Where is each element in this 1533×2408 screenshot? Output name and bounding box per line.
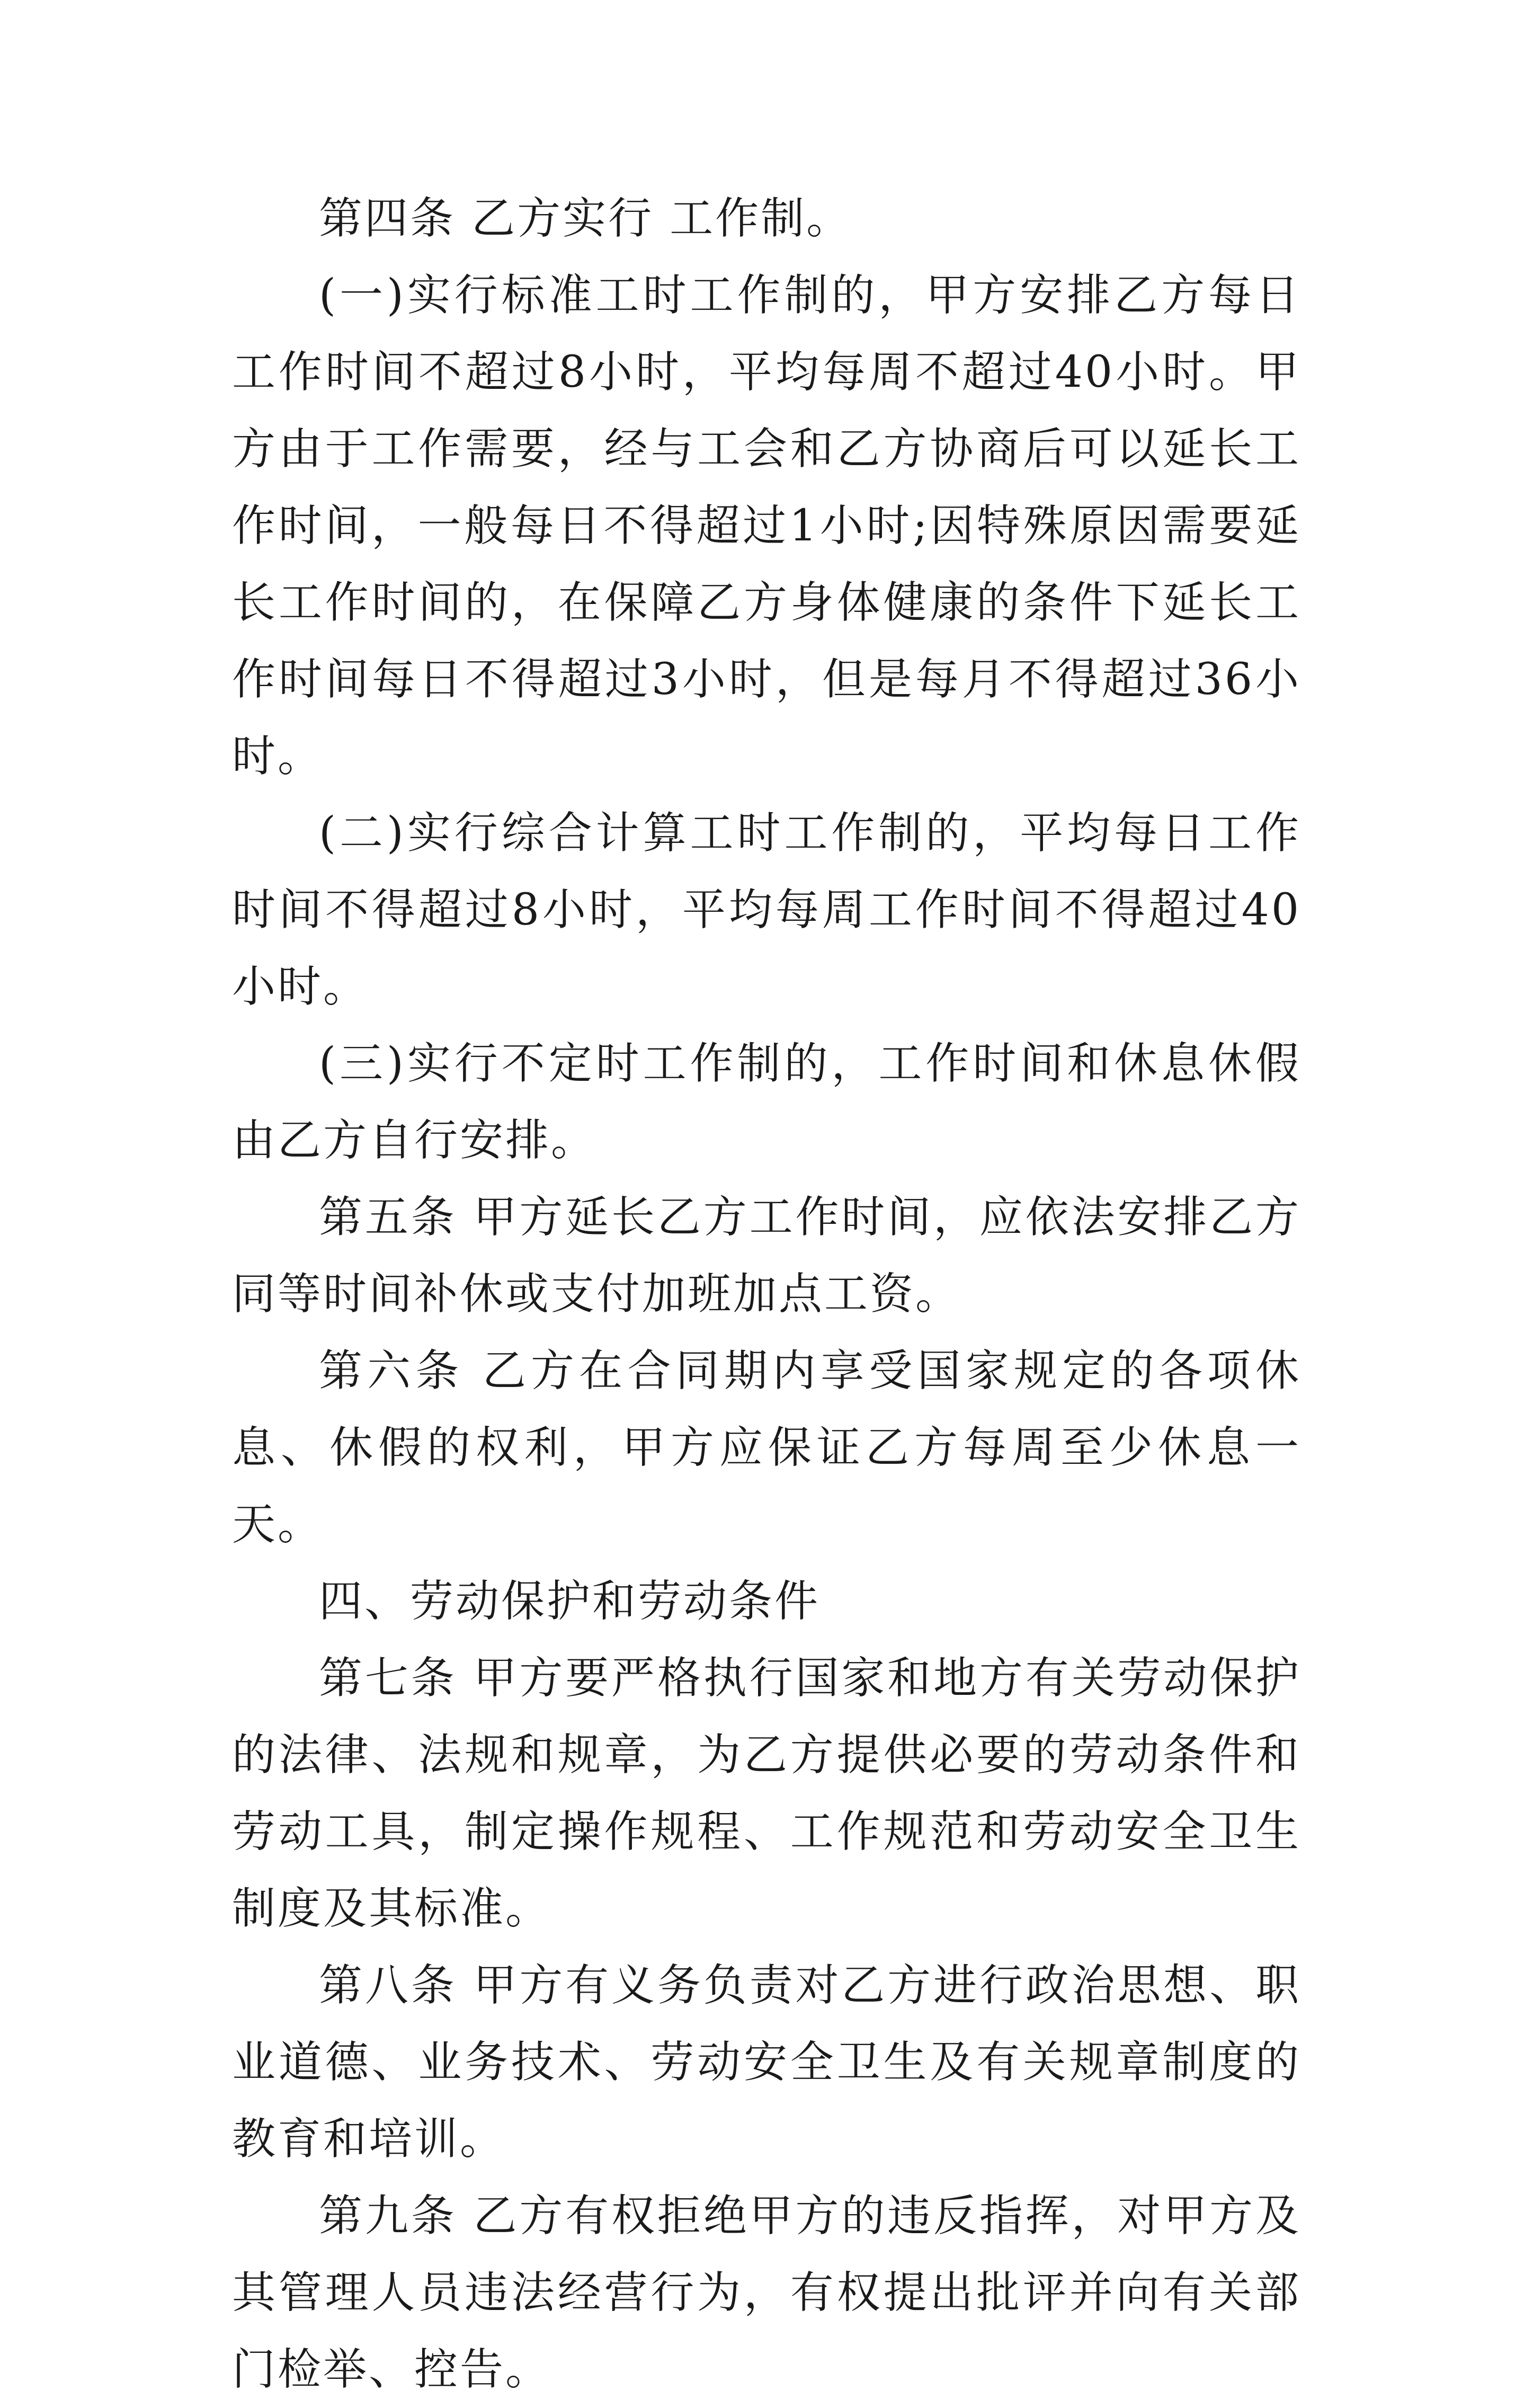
article-8: 第八条 甲方有义务负责对乙方进行政治思想、职业道德、业务技术、劳动安全卫生及有关规章制度的教育和培训。 xyxy=(232,1960,1301,2164)
article-9: 第九条 乙方有权拒绝甲方的违反指挥，对甲方及其管理人员违法经营行为，有权提出批评并向有关部门检举、控告。 xyxy=(232,2191,1301,2395)
article-4-clause-3: (三)实行不定时工作制的，工作时间和休息休假由乙方自行安排。 xyxy=(232,1038,1301,1166)
article-7: 第七条 甲方要严格执行国家和地方有关劳动保护的法律、法规和规章，为乙方提供必要的劳动条件和劳动工具，制定操作规程、工作规范和劳动安全卫生制度及其标准。 xyxy=(232,1653,1301,1934)
article-4-heading: 第四条 乙方实行 工作制。 xyxy=(319,193,852,244)
section-heading-labor-protection: 四、劳动保护和劳动条件 xyxy=(319,1576,821,1627)
article-5: 第五条 甲方延长乙方工作时间，应依法安排乙方同等时间补休或支付加班加点工资。 xyxy=(232,1192,1301,1319)
document-body xyxy=(232,180,1301,2408)
article-4-clause-1: (一)实行标准工时工作制的，甲方安排乙方每日工作时间不超过8小时，平均每周不超过40小时。甲方由于工作需要，经与工会和乙方协商后可以延长工作时间，一般每日不得超过1小时;因特殊原因需要延长工作时间的，在保障乙方身体健康的条件下延长工作时间每日不得超过3小时，但是每月不得超过36小时。 xyxy=(232,270,1301,781)
article-4-clause-2: (二)实行综合计算工时工作制的，平均每日工作时间不得超过8小时，平均每周工作时间不得超过40小时。 xyxy=(232,808,1301,1012)
article-6: 第六条 乙方在合同期内享受国家规定的各项休息、休假的权利，甲方应保证乙方每周至少休息一天。 xyxy=(232,1346,1301,1550)
